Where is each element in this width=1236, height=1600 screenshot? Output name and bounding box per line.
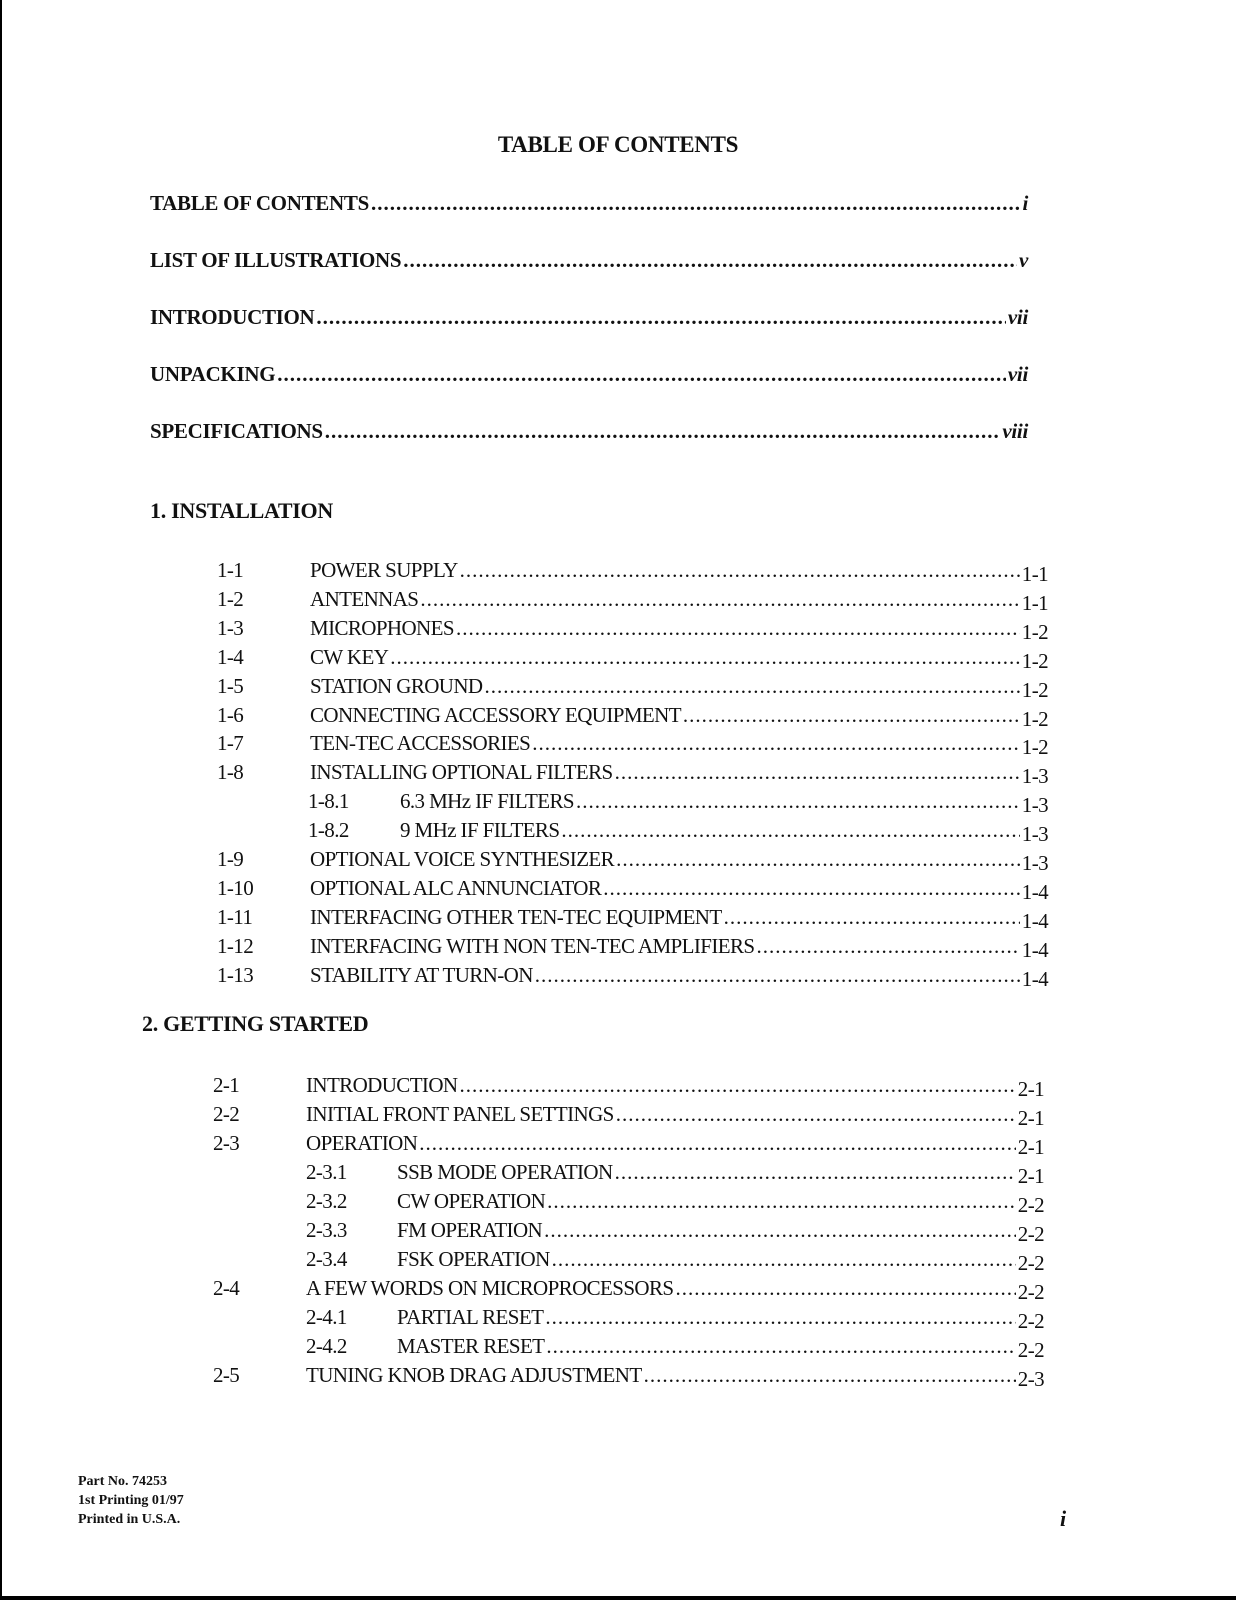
toc-entry-number: 1-5 xyxy=(217,673,244,698)
dot-leader xyxy=(615,760,1020,785)
dot-leader xyxy=(456,616,1020,641)
dot-leader xyxy=(552,1247,1016,1272)
toc-entry-page: i xyxy=(1022,191,1028,215)
toc-entry-label: CW OPERATION xyxy=(397,1189,546,1213)
toc-entry-number: 2-3.1 xyxy=(306,1160,347,1184)
toc-entry-number: 1-4 xyxy=(217,644,244,669)
printed-in: Printed in U.S.A. xyxy=(78,1512,181,1527)
toc-entry[interactable] xyxy=(0,902,1236,933)
toc-entry-page: 2-2 xyxy=(1017,1251,1044,1275)
toc-entry-page: vii xyxy=(1007,305,1028,329)
toc-entry-page: 1-2 xyxy=(1021,735,1048,760)
toc-entry-number: 1-9 xyxy=(217,847,244,871)
toc-entry-page: 1-3 xyxy=(1021,764,1048,789)
toc-entry-number: 1-2 xyxy=(217,586,244,611)
toc-entry-label: STATION GROUND xyxy=(310,673,483,698)
toc-entry-page: 2-2 xyxy=(1017,1280,1044,1304)
toc-entry-label: CW KEY xyxy=(310,644,389,669)
toc-entry[interactable] xyxy=(150,414,1028,444)
toc-entry-label: CONNECTING ACCESSORY EQUIPMENT xyxy=(310,702,681,727)
toc-entry[interactable] xyxy=(150,186,1028,216)
toc-entry-number: 2-3.2 xyxy=(306,1189,347,1213)
toc-entry-number: 2-4 xyxy=(213,1276,240,1300)
toc-entry-label: INSTALLING OPTIONAL FILTERS xyxy=(310,760,613,785)
toc-entry-number: 2-2 xyxy=(213,1102,240,1126)
toc-entry-number: 1-11 xyxy=(217,904,253,929)
toc-entry-label: OPTIONAL VOICE SYNTHESIZER xyxy=(310,847,615,871)
dot-leader xyxy=(419,1131,1016,1156)
toc-entry-label: SSB MODE OPERATION xyxy=(397,1160,613,1184)
toc-entry-page: 1-3 xyxy=(1021,793,1048,818)
toc-subentry[interactable] xyxy=(0,1215,1236,1246)
toc-entry-page: 2-3 xyxy=(1017,1367,1044,1391)
toc-entry[interactable] xyxy=(0,1070,1236,1101)
toc-entry[interactable] xyxy=(150,243,1028,273)
toc-entry[interactable] xyxy=(150,300,1028,330)
toc-entry-label: INTRODUCTION xyxy=(306,1073,458,1097)
toc-entry-label: OPERATION xyxy=(306,1131,418,1155)
dot-leader xyxy=(547,1189,1016,1214)
dot-leader xyxy=(683,703,1020,728)
toc-entry[interactable] xyxy=(0,700,1236,731)
toc-entry-page: 2-1 xyxy=(1017,1106,1044,1130)
dot-leader xyxy=(371,191,1021,216)
toc-entry-page: viii xyxy=(1002,419,1028,443)
dot-leader xyxy=(546,1334,1015,1359)
page-title: TABLE OF CONTENTS xyxy=(497,132,739,157)
toc-entry-label: ANTENNAS xyxy=(310,586,419,611)
toc-subentry[interactable] xyxy=(0,786,1236,818)
toc-entry-page: 2-2 xyxy=(1017,1309,1044,1333)
toc-entry-label: UNPACKING xyxy=(150,362,276,386)
toc-entry-label: FM OPERATION xyxy=(397,1218,543,1242)
dot-leader xyxy=(420,587,1019,612)
dot-leader xyxy=(603,876,1020,901)
toc-entry-page: 1-1 xyxy=(1021,562,1048,586)
dot-leader xyxy=(545,1305,1015,1330)
dot-leader xyxy=(325,419,1001,444)
toc-entry-page: 2-2 xyxy=(1017,1193,1044,1217)
toc-entry-label: TABLE OF CONTENTS xyxy=(150,191,369,215)
toc-entry[interactable] xyxy=(0,844,1236,875)
toc-entry-page: 2-2 xyxy=(1017,1338,1044,1362)
toc-entry-page: 1-2 xyxy=(1021,619,1048,644)
dot-leader xyxy=(615,1160,1016,1185)
toc-entry-label: PARTIAL RESET xyxy=(397,1305,544,1329)
toc-entry[interactable] xyxy=(0,613,1236,644)
dot-leader xyxy=(277,362,1006,387)
toc-subentry[interactable] xyxy=(0,1331,1236,1362)
toc-entry-number: 2-3 xyxy=(213,1131,240,1155)
toc-entry-number: 1-8.2 xyxy=(308,818,349,843)
toc-entry-number: 1-12 xyxy=(217,933,254,958)
toc-entry-number: 1-6 xyxy=(217,702,244,727)
part-number: Part No. 74253 xyxy=(78,1474,168,1489)
toc-subentry[interactable] xyxy=(0,1186,1236,1217)
toc-entry[interactable] xyxy=(150,357,1028,387)
toc-entry-label: FSK OPERATION xyxy=(397,1247,550,1271)
toc-entry-page: 2-1 xyxy=(1017,1077,1044,1101)
dot-leader xyxy=(532,731,1020,756)
toc-entry-label: INTRODUCTION xyxy=(150,305,315,329)
toc-entry-label: 9 MHz IF FILTERS xyxy=(400,818,560,843)
scan-edge-bottom xyxy=(0,1596,1236,1600)
toc-entry-label: TEN-TEC ACCESSORIES xyxy=(310,731,531,756)
toc-entry-page: 1-1 xyxy=(1021,590,1048,615)
section-1-heading: 1. INSTALLATION xyxy=(150,498,333,523)
dot-leader xyxy=(535,963,1020,988)
toc-entry-number: 2-4.2 xyxy=(306,1334,347,1358)
printing-date: 1st Printing 01/97 xyxy=(78,1493,184,1508)
dot-leader xyxy=(544,1218,1016,1243)
toc-subentry[interactable] xyxy=(0,1302,1236,1333)
toc-entry-label: MASTER RESET xyxy=(397,1334,545,1358)
toc-entry-number: 1-1 xyxy=(217,558,244,582)
dot-leader xyxy=(724,905,1020,930)
toc-entry-label: SPECIFICATIONS xyxy=(150,419,323,443)
section-2-heading: 2. GETTING STARTED xyxy=(142,1011,369,1036)
toc-entry[interactable] xyxy=(0,671,1236,702)
dot-leader xyxy=(644,1363,1016,1388)
toc-entry-number: 2-3.3 xyxy=(306,1218,347,1242)
toc-entry[interactable] xyxy=(0,555,1236,586)
toc-entry-label: MICROPHONES xyxy=(310,615,454,640)
toc-entry-page: 1-3 xyxy=(1021,822,1048,847)
toc-entry-label: TUNING KNOB DRAG ADJUSTMENT xyxy=(306,1363,642,1387)
toc-entry-page: 1-2 xyxy=(1021,677,1048,702)
toc-entry[interactable] xyxy=(0,1360,1236,1391)
toc-entry[interactable] xyxy=(0,757,1236,789)
toc-entry[interactable] xyxy=(0,1273,1236,1304)
toc-entry-page: v xyxy=(1018,248,1028,272)
toc-entry-label: STABILITY AT TURN-ON xyxy=(310,962,533,987)
toc-entry-label: LIST OF ILLUSTRATIONS xyxy=(150,248,402,272)
toc-entry-label: 6.3 MHz IF FILTERS xyxy=(400,789,574,814)
toc-entry[interactable] xyxy=(0,1128,1236,1159)
toc-entry-page: 2-1 xyxy=(1017,1135,1044,1159)
dot-leader xyxy=(756,934,1019,959)
toc-subentry[interactable] xyxy=(0,1244,1236,1275)
toc-entry[interactable] xyxy=(0,931,1236,962)
toc-entry-number: 2-4.1 xyxy=(306,1305,347,1329)
toc-entry[interactable] xyxy=(0,873,1236,904)
toc-entry-number: 1-8 xyxy=(217,760,244,785)
toc-entry-number: 1-10 xyxy=(217,875,254,900)
toc-entry[interactable] xyxy=(0,584,1236,615)
toc-entry-page: vii xyxy=(1007,362,1028,386)
toc-entry[interactable] xyxy=(0,960,1236,991)
dot-leader xyxy=(390,645,1020,670)
toc-entry-label: A FEW WORDS ON MICROPROCESSORS xyxy=(306,1276,674,1300)
dot-leader xyxy=(316,305,1005,330)
dot-leader xyxy=(616,847,1020,872)
toc-subentry[interactable] xyxy=(0,1157,1236,1188)
toc-entry-number: 1-8.1 xyxy=(308,789,349,814)
toc-entry-page: 1-2 xyxy=(1021,706,1048,731)
toc-entry[interactable] xyxy=(0,642,1236,673)
toc-entry-page: 1-3 xyxy=(1021,851,1048,875)
dot-leader xyxy=(576,789,1020,814)
toc-entry-label: INTERFACING OTHER TEN-TEC EQUIPMENT xyxy=(310,904,722,929)
toc-entry[interactable] xyxy=(0,728,1236,760)
toc-entry-page: 1-4 xyxy=(1021,966,1048,991)
toc-entry-number: 2-1 xyxy=(213,1073,240,1097)
toc-entry-number: 1-13 xyxy=(217,962,254,987)
toc-entry-label: INTERFACING WITH NON TEN-TEC AMPLIFIERS xyxy=(310,933,755,958)
print-info xyxy=(78,1472,184,1529)
toc-entry-label: OPTIONAL ALC ANNUNCIATOR xyxy=(310,875,602,900)
toc-entry-page: 1-4 xyxy=(1021,908,1048,933)
toc-entry-label: INITIAL FRONT PANEL SETTINGS xyxy=(306,1102,614,1126)
toc-entry-label: POWER SUPPLY xyxy=(310,558,458,582)
toc-entry-page: 2-1 xyxy=(1017,1164,1044,1188)
toc-subentry[interactable] xyxy=(0,815,1236,847)
dot-leader xyxy=(460,558,1020,583)
dot-leader xyxy=(561,818,1019,843)
toc-entry-page: 2-2 xyxy=(1017,1222,1044,1246)
toc-entry-number: 1-7 xyxy=(217,731,244,756)
dot-leader xyxy=(403,248,1017,273)
dot-leader xyxy=(485,674,1020,699)
dot-leader xyxy=(616,1102,1016,1127)
page-number: i xyxy=(1060,1506,1067,1531)
toc-entry-number: 1-3 xyxy=(217,615,244,640)
dot-leader xyxy=(676,1276,1016,1301)
toc-entry-number: 2-3.4 xyxy=(306,1247,347,1271)
toc-entry-page: 1-2 xyxy=(1021,648,1048,673)
toc-entry-number: 2-5 xyxy=(213,1363,240,1387)
toc-entry-page: 1-4 xyxy=(1021,937,1048,962)
toc-entry[interactable] xyxy=(0,1099,1236,1130)
dot-leader xyxy=(459,1073,1015,1098)
toc-entry-page: 1-4 xyxy=(1021,879,1048,904)
